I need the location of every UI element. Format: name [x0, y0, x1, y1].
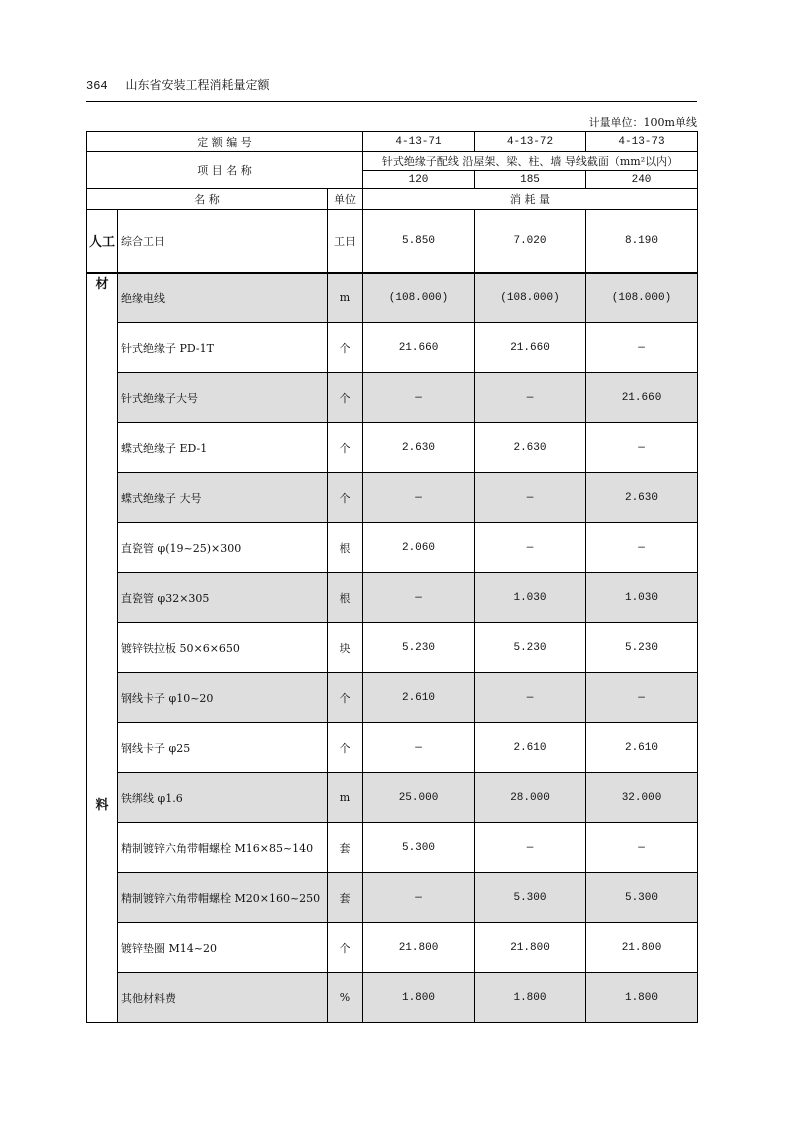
quota-code: 4-13-72 — [475, 132, 586, 152]
material-row — [87, 573, 698, 623]
material-value: 1.800 — [363, 973, 475, 1023]
material-value: 5.230 — [586, 623, 698, 673]
material-value: 21.660 — [475, 323, 586, 373]
material-row — [87, 823, 698, 873]
material-name: 绝缘电线 — [118, 273, 328, 323]
material-value: 1.800 — [475, 973, 586, 1023]
material-name: 蝶式绝缘子 ED-1 — [118, 423, 328, 473]
labor-value: 8.190 — [586, 210, 698, 273]
material-name: 钢线卡子 φ10~20 — [118, 673, 328, 723]
labor-unit: 工日 — [328, 210, 363, 273]
material-value: 5.230 — [475, 623, 586, 673]
material-unit: 套 — [328, 873, 363, 923]
item-label: 项 目 名 称 — [87, 152, 363, 189]
header-rule — [86, 101, 697, 102]
quota-code-row — [87, 132, 698, 152]
material-unit: 根 — [328, 523, 363, 573]
material-value: 21.660 — [363, 323, 475, 373]
material-row — [87, 323, 698, 373]
material-value: 2.630 — [475, 423, 586, 473]
material-row — [87, 423, 698, 473]
size-value: 120 — [363, 171, 475, 189]
material-value: — — [363, 723, 475, 773]
material-unit: 套 — [328, 823, 363, 873]
material-row — [87, 623, 698, 673]
material-name: 镀锌铁拉板 50×6×650 — [118, 623, 328, 673]
page-header — [86, 76, 269, 93]
material-value: 2.630 — [363, 423, 475, 473]
material-value: — — [586, 523, 698, 573]
material-value: (108.000) — [586, 273, 698, 323]
material-name: 精制镀锌六角带帽螺栓 M16×85~140 — [118, 823, 328, 873]
material-name: 钢线卡子 φ25 — [118, 723, 328, 773]
material-value: 21.800 — [475, 923, 586, 973]
col-unit-header: 单位 — [328, 189, 363, 210]
labor-category: 人工 — [87, 210, 118, 273]
material-category — [87, 273, 118, 1023]
material-value: 2.610 — [586, 723, 698, 773]
material-row — [87, 673, 698, 723]
material-value: — — [475, 373, 586, 423]
material-value: — — [475, 523, 586, 573]
material-unit: 个 — [328, 723, 363, 773]
material-value: 2.630 — [586, 473, 698, 523]
material-row — [87, 273, 698, 323]
labor-value: 5.850 — [363, 210, 475, 273]
material-name: 其他材料费 — [118, 973, 328, 1023]
material-row — [87, 723, 698, 773]
material-unit: m — [328, 773, 363, 823]
unit-note: 计量单位：100m单线 — [588, 116, 697, 129]
material-value: 1.030 — [586, 573, 698, 623]
material-name: 直瓷管 φ32×305 — [118, 573, 328, 623]
material-value: — — [475, 473, 586, 523]
size-value: 240 — [586, 171, 698, 189]
material-unit: 个 — [328, 473, 363, 523]
material-value: 2.610 — [475, 723, 586, 773]
book-title: 山东省安装工程消耗量定额 — [125, 78, 270, 92]
quota-label: 定 额 编 号 — [87, 132, 363, 152]
material-row — [87, 773, 698, 823]
material-value: — — [363, 373, 475, 423]
material-name: 铁绑线 φ1.6 — [118, 773, 328, 823]
material-name: 蝶式绝缘子 大号 — [118, 473, 328, 523]
quota-table — [86, 131, 698, 1023]
labor-name: 综合工日 — [118, 210, 328, 273]
material-name: 精制镀锌六角带帽螺栓 M20×160~250 — [118, 873, 328, 923]
material-row — [87, 523, 698, 573]
material-name: 针式绝缘子大号 — [118, 373, 328, 423]
material-unit: m — [328, 273, 363, 323]
material-value: 5.300 — [586, 873, 698, 923]
material-category-box — [87, 276, 117, 1013]
material-value: 5.300 — [363, 823, 475, 873]
material-unit: 个 — [328, 923, 363, 973]
material-value: — — [363, 473, 475, 523]
material-unit: 根 — [328, 573, 363, 623]
material-value: 21.800 — [363, 923, 475, 973]
material-value: 32.000 — [586, 773, 698, 823]
quota-code: 4-13-71 — [363, 132, 475, 152]
quota-code: 4-13-73 — [586, 132, 698, 152]
material-value: — — [363, 873, 475, 923]
material-unit: 块 — [328, 623, 363, 673]
labor-row — [87, 210, 698, 273]
material-value: — — [475, 823, 586, 873]
material-value: 2.060 — [363, 523, 475, 573]
material-value: 25.000 — [363, 773, 475, 823]
material-row — [87, 973, 698, 1023]
col-name-header: 名 称 — [87, 189, 328, 210]
material-row — [87, 923, 698, 973]
col-consumption-header: 消 耗 量 — [363, 189, 698, 210]
size-value: 185 — [475, 171, 586, 189]
item-desc: 针式绝缘子配线 沿屋架、梁、柱、墙 导线截面（mm²以内） — [363, 152, 698, 171]
material-value: 5.230 — [363, 623, 475, 673]
material-value: — — [586, 323, 698, 373]
labor-value: 7.020 — [475, 210, 586, 273]
material-value: (108.000) — [475, 273, 586, 323]
page-number: 364 — [86, 79, 108, 93]
material-value: 1.800 — [586, 973, 698, 1023]
material-value: 1.030 — [475, 573, 586, 623]
material-unit: 个 — [328, 673, 363, 723]
material-name: 镀锌垫圈 M14~20 — [118, 923, 328, 973]
material-category-top: 材 — [95, 276, 109, 292]
item-desc-row — [87, 152, 698, 171]
material-row — [87, 473, 698, 523]
material-unit: 个 — [328, 323, 363, 373]
material-value: 21.660 — [586, 373, 698, 423]
material-value: — — [586, 423, 698, 473]
material-value: — — [363, 573, 475, 623]
material-value: 2.610 — [363, 673, 475, 723]
material-value: 5.300 — [475, 873, 586, 923]
material-value: — — [586, 823, 698, 873]
material-row — [87, 373, 698, 423]
material-name: 直瓷管 φ(19~25)×300 — [118, 523, 328, 573]
material-value: 21.800 — [586, 923, 698, 973]
material-row — [87, 873, 698, 923]
material-category-bottom: 料 — [95, 797, 109, 813]
material-name: 针式绝缘子 PD-1T — [118, 323, 328, 373]
material-value: — — [475, 673, 586, 723]
material-value: 28.000 — [475, 773, 586, 823]
material-unit: % — [328, 973, 363, 1023]
column-header-row — [87, 189, 698, 210]
material-value: (108.000) — [363, 273, 475, 323]
material-value: — — [586, 673, 698, 723]
material-unit: 个 — [328, 373, 363, 423]
material-unit: 个 — [328, 423, 363, 473]
